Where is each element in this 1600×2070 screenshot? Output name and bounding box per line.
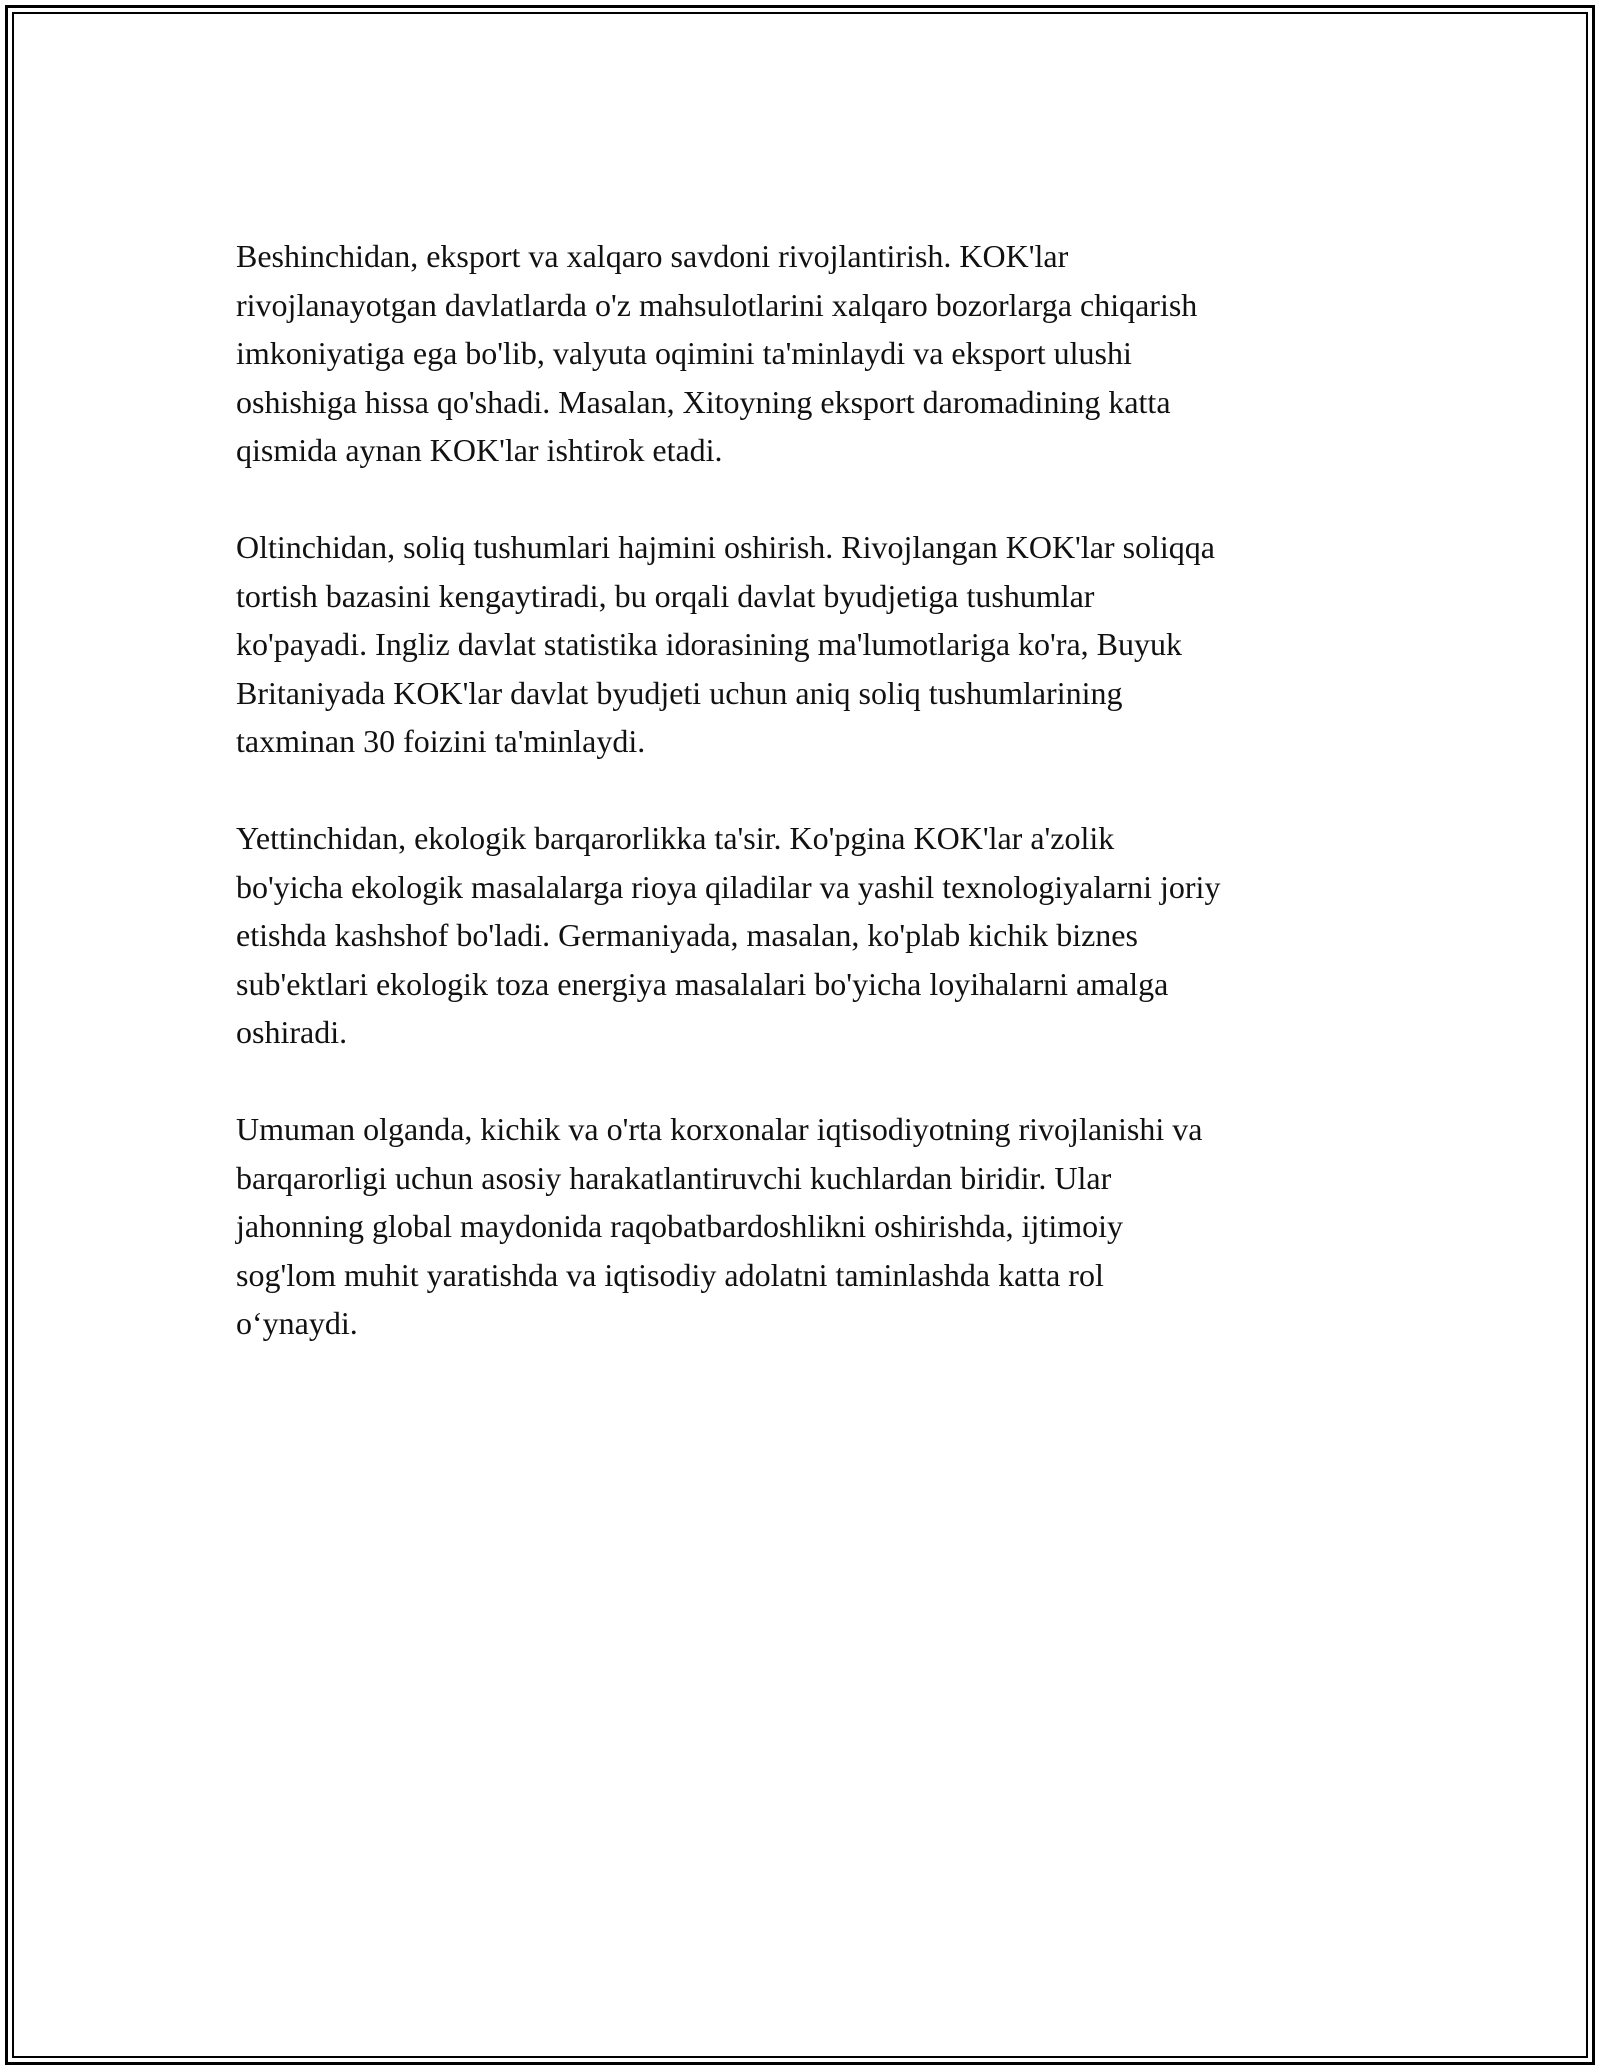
text-line: taxminan 30 foizini ta'minlaydi.: [236, 723, 646, 759]
text-line: imkoniyatiga ega bo'lib, valyuta oqimini ta'minlaydi va eksport ulushi: [236, 335, 1132, 371]
paragraph-conclusion: [236, 1105, 1386, 1348]
text-line: ko'payadi. Ingliz davlat statistika idorasining ma'lumotlariga ko'ra, Buyuk: [236, 626, 1182, 662]
text-line: sog'lom muhit yaratishda va iqtisodiy adolatni taminlashda katta rol: [236, 1256, 1104, 1293]
text-line: sub'ektlari ekologik toza energiya masalalari bo'yicha loyihalarni amalga: [236, 965, 1169, 1002]
text-line: Beshinchidan, eksport va xalqaro savdoni rivojlantirish. KOK'lar: [236, 238, 1069, 274]
text-line: Yettinchidan, ekologik barqarorlikka ta'sir. Ko'pgina KOK'lar a'zolik: [236, 820, 1115, 856]
text-line: oshishiga hissa qo'shadi. Masalan, Xitoyning eksport daromadining katta: [236, 383, 1171, 420]
text-line: o‘ynaydi.: [236, 1305, 358, 1341]
text-line: Britaniyada KOK'lar davlat byudjeti uchun aniq soliq tushumlarining: [236, 674, 1123, 711]
text-line: oshiradi.: [236, 1014, 348, 1050]
text-line: jahonning global maydonida raqobatbardoshlikni oshirishda, ijtimoiy: [236, 1208, 1123, 1244]
text-line: tortish bazasini kengaytiradi, bu orqali davlat byudjetiga tushumlar: [236, 577, 1095, 614]
paragraph-ecology: [236, 814, 1386, 1057]
text-line: Oltinchidan, soliq tushumlari hajmini oshirish. Rivojlangan KOK'lar soliqqa: [236, 529, 1215, 565]
text-line: bo'yicha ekologik masalalarga rioya qiladilar va yashil texnologiyalarni joriy: [236, 868, 1221, 905]
text-line: barqarorligi uchun asosiy harakatlantiruvchi kuchlardan biridir. Ular: [236, 1159, 1112, 1196]
text-line: rivojlanayotgan davlatlarda o'z mahsulotlarini xalqaro bozorlarga chiqarish: [236, 286, 1198, 323]
text-line: etishda kashshof bo'ladi. Germaniyada, masalan, ko'plab kichik biznes: [236, 917, 1138, 953]
document-body: [236, 232, 1386, 1396]
text-line: Umuman olganda, kichik va o'rta korxonalar iqtisodiyotning rivojlanishi va: [236, 1111, 1203, 1147]
paragraph-tax: [236, 523, 1386, 766]
text-line: qismida aynan KOK'lar ishtirok etadi.: [236, 432, 723, 468]
paragraph-export: [236, 232, 1386, 475]
